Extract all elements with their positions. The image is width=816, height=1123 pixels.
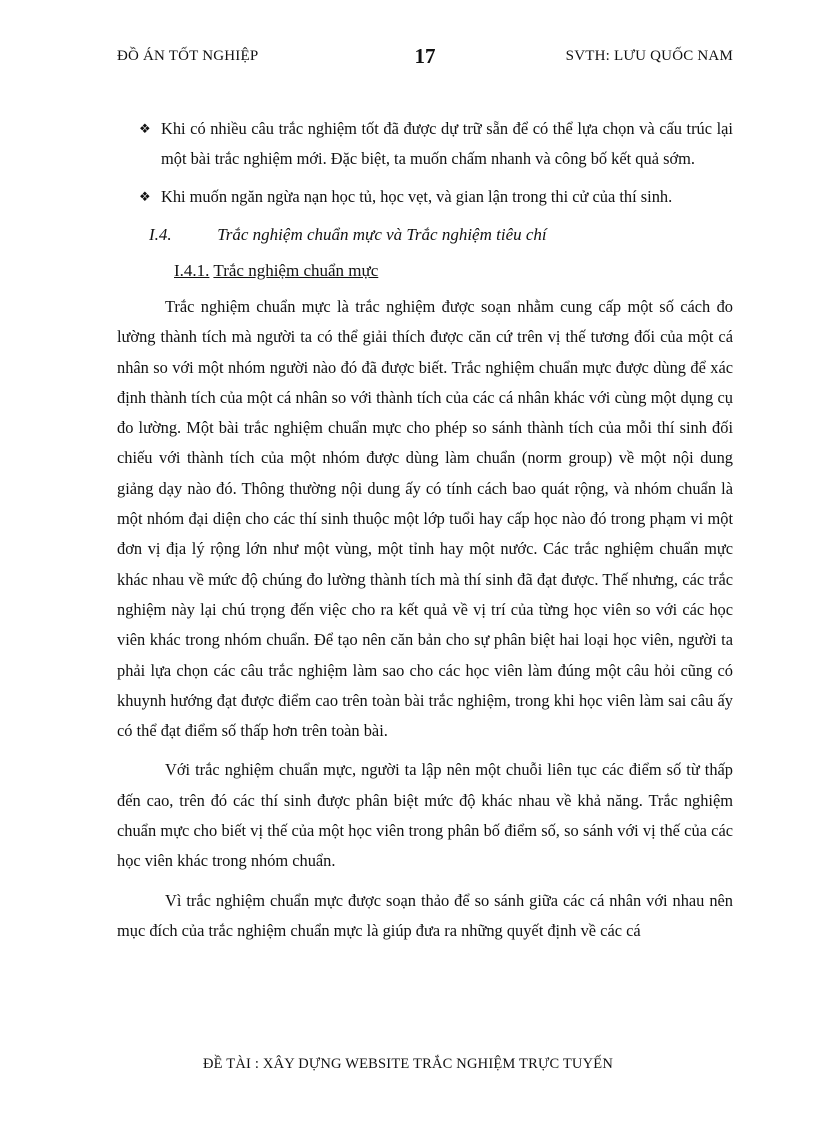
header-project-label: ĐỒ ÁN TỐT NGHIỆP xyxy=(117,48,259,64)
subsection-number: I.4.1. xyxy=(174,261,210,280)
section-heading xyxy=(117,218,733,252)
bullet-item xyxy=(117,114,733,174)
subsection-title: Trắc nghiệm chuẩn mực xyxy=(213,261,379,280)
body-paragraph: Vì trắc nghiệm chuẩn mực được soạn thảo để so sánh giữa các cá nhân với nhau nên mục đích của trắc nghiệm chuẩn mực là giúp đưa ra những quyết định về các cá xyxy=(117,890,733,940)
diamond-bullet-icon: ❖ xyxy=(139,189,151,204)
section-title: Trắc nghiệm chuẩn mực và Trắc nghiệm tiêu chí xyxy=(217,225,547,244)
bullet-text: Khi muốn ngăn ngừa nạn học tủ, học vẹt, và gian lận trong thi cử của thí sinh. xyxy=(161,187,673,206)
page-body xyxy=(117,114,733,946)
body-paragraph: Với trắc nghiệm chuẩn mực, người ta lập nên một chuỗi liên tục các điểm số từ thấp đến cao, trên đó các thí sinh được phân biệt mức độ khác nhau về khả năng. Trắc nghiệm chuẩn mực cho biết vị thế của một học viên trong phân bố điểm số, so sánh với vị thế của các học viên khác trong nhóm chuẩn. xyxy=(117,760,733,871)
bullet-item xyxy=(117,182,733,212)
body-paragraph: Trắc nghiệm chuẩn mực là trắc nghiệm được soạn nhằm cung cấp một số cách đo lường thành tích mà người ta có thể giải thích được căn cứ trên vị thế tương đối của một cá nhân so với một nhóm người nào đó đã được biết. Trắc nghiệm chuẩn mực được dùng để xác định thành tích của một cá nhân so với thành tích của các cá nhân khác với cùng một dụng cụ đo lường. Một bài trắc nghiệm chuẩn mực cho phép so sánh thành tích của mỗi thí sinh đối chiếu với thành tích của một nhóm được dùng làm chuẩn (norm group) về một nội dung giảng dạy nào đó. Thông thường nội dung ấy có tính cách bao quát rộng, và nhóm chuẩn là một nhóm đại diện cho các thí sinh thuộc một lớp tuổi hay cấp học nào đó trong phạm vi một đơn vị địa lý rộng lớn như một vùng, một tỉnh hay một nước. Các trắc nghiệm chuẩn mực khác nhau về mức độ chúng đo lường thành tích mà thí sinh đã đạt được. Thế nhưng, các trắc nghiệm này lại chú trọng đến việc cho ra kết quả về vị trí của từng học viên so với các học viên khác trong nhóm chuẩn. Để tạo nên căn bản cho sự phân biệt hai loại học viên, người ta phải lựa chọn các câu trắc nghiệm làm sao cho các học viên làm đúng một câu hỏi cũng có khuynh hướng đạt được điểm cao trên toàn bài trắc nghiệm, trong khi học viên làm sai câu ấy có thể đạt điểm số thấp hơn trên toàn bài. xyxy=(117,297,733,741)
page-number: 17 xyxy=(414,44,436,68)
section-number: I.4. xyxy=(149,225,172,244)
page-header xyxy=(117,44,733,72)
subsection-heading xyxy=(117,254,733,288)
header-student-label: SVTH: LƯU QUỐC NAM xyxy=(565,48,733,64)
page-footer: ĐỀ TÀI : XÂY DỰNG WEBSITE TRẮC NGHIỆM TRỰC TUYẾN xyxy=(202,1056,614,1072)
bullet-text: Khi có nhiều câu trắc nghiệm tốt đã được dự trữ sẵn để có thể lựa chọn và cấu trúc lại một bài trắc nghiệm mới. Đặc biệt, ta muốn chấm nhanh và công bố kết quả sớm. xyxy=(161,119,733,168)
diamond-bullet-icon: ❖ xyxy=(139,121,151,136)
